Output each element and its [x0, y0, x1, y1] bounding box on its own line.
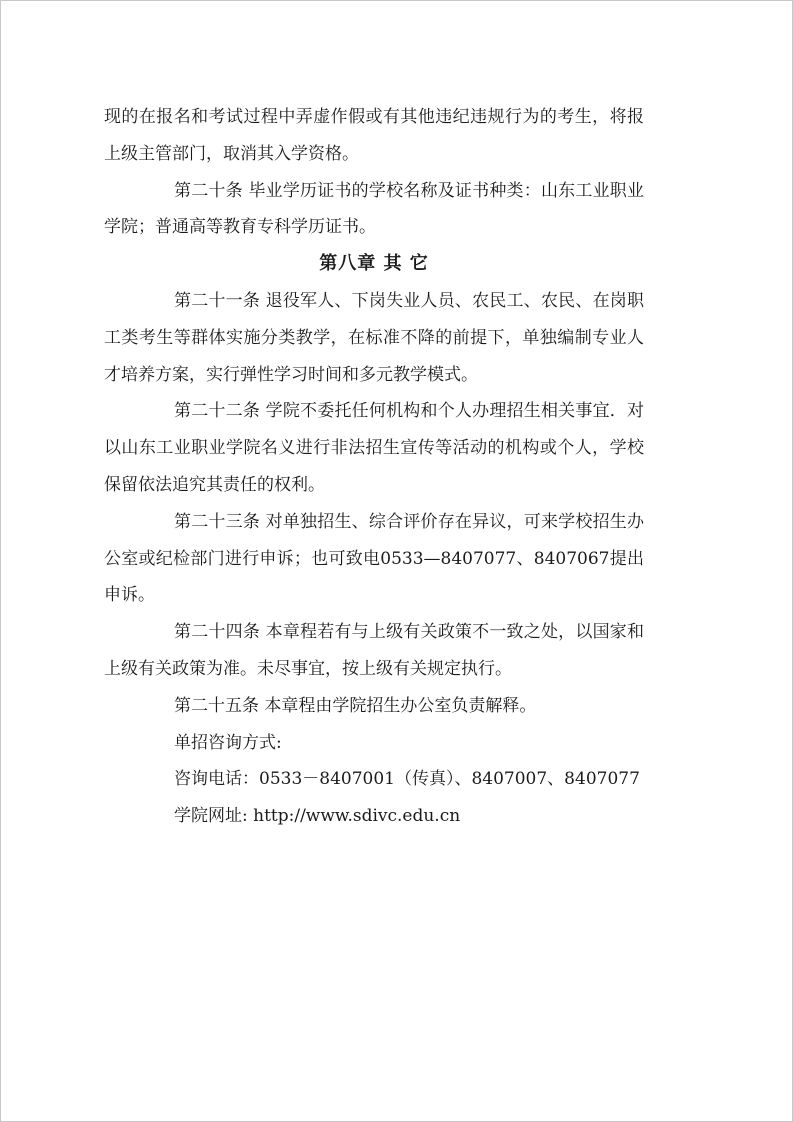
- document-body: [104, 99, 644, 835]
- article-23: 第二十三条 对单独招生、综合评价存在异议，可来学校招生办公室或纪检部门进行申诉；也可致电0533—8407077、8407067提出申诉。: [104, 511, 644, 606]
- article-24: 第二十四条 本章程若有与上级有关政策不一致之处，以国家和上级有关政策为准。未尽事宜，按上级有关规定执行。: [104, 622, 644, 679]
- article-25: 第二十五条 本章程由学院招生办公室负责解释。: [174, 695, 537, 716]
- phone-line: 咨询电话：0533－8407001（传真）、8407007、8407077: [174, 769, 640, 790]
- article-22: 第二十二条 学院不委托任何机构和个人办理招生相关事宜．对以山东工业职业学院名义进行非法招生宣传等活动的机构或个人，学校保留依法追究其责任的权利。: [104, 401, 644, 495]
- website-line: 学院网址: http://www.sdivc.edu.cn: [174, 806, 461, 827]
- article-21: 第二十一条 退役军人、下岗失业人员、农民工、农民、在岗职工类考生等群体实施分类教学，在标准不降的前提下，单独编制专业人才培养方案，实行弹性学习时间和多元教学模式。: [104, 290, 644, 385]
- paragraph-continuation: 现的在报名和考试过程中弄虚作假或有其他违纪违规行为的考生，将报上级主管部门，取消其入学资格。: [104, 107, 644, 164]
- chapter-heading: 第八章 其 它: [319, 253, 429, 275]
- contact-heading: 单招咨询方式:: [174, 732, 282, 753]
- article-20: 第二十条 毕业学历证书的学校名称及证书种类：山东工业职业学院；普通高等教育专科学历证书。: [104, 180, 644, 238]
